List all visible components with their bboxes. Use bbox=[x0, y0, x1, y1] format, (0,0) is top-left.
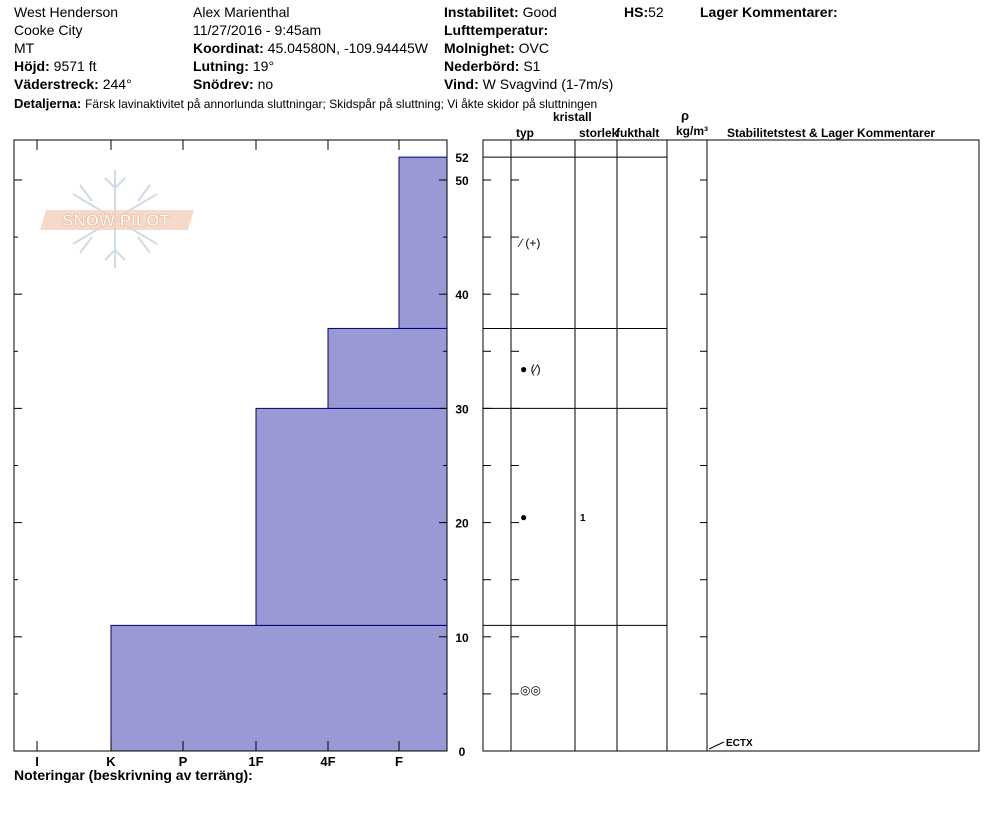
details-value: Färsk lavinaktivitet på annorlunda sluttningar; Skidspår på sluttning; Vi åkte skidor på sluttningen bbox=[85, 97, 598, 111]
slope-value: 19° bbox=[252, 58, 275, 74]
hs-value: 52 bbox=[648, 4, 664, 20]
city-name: Cooke City bbox=[14, 22, 83, 38]
grain-type-1: ● bbox=[520, 510, 528, 524]
drift-value: no bbox=[257, 76, 274, 92]
layers-table-frame bbox=[483, 140, 979, 751]
hardness-label-I: I bbox=[35, 754, 39, 769]
grain-type-2: ● (⁄) bbox=[520, 362, 541, 376]
y-label-30: 30 bbox=[455, 402, 469, 417]
grain-type-3: ⁄ (+) bbox=[520, 236, 541, 250]
layer-comments-label: Lager Kommentarer: bbox=[700, 4, 838, 20]
stability-test-pointer-0 bbox=[709, 742, 724, 749]
hardness-label-K: K bbox=[106, 754, 116, 769]
notes-label: Noteringar (beskrivning av terräng): bbox=[14, 767, 253, 783]
column-typ: typ bbox=[516, 126, 534, 140]
sky-value: OVC bbox=[518, 40, 549, 56]
sky-label: Molnighet: bbox=[444, 40, 515, 56]
observer-name: Alex Marienthal bbox=[193, 4, 290, 20]
wind-label: Vind: bbox=[444, 76, 479, 92]
hardness-label-4F: 4F bbox=[320, 754, 336, 769]
details-label: Detaljerna: bbox=[14, 96, 82, 111]
column-crystal-line1: kristall bbox=[553, 110, 592, 124]
hardness-label-P: P bbox=[178, 754, 188, 769]
stability-test-label-0: ECTX bbox=[726, 738, 753, 749]
instability-value: Good bbox=[522, 4, 557, 20]
precip-value: S1 bbox=[523, 58, 541, 74]
wind-value: W Svagvind (1-7m/s) bbox=[482, 76, 614, 92]
aspect-value: 244° bbox=[102, 76, 132, 92]
hardness-bar-1 bbox=[256, 408, 447, 625]
state-name: MT bbox=[14, 40, 35, 56]
y-label-20: 20 bbox=[455, 516, 469, 531]
y-label-10: 10 bbox=[455, 630, 469, 645]
hs-label: HS: bbox=[624, 4, 649, 20]
hardness-bar-3 bbox=[399, 157, 447, 328]
airtemp-label: Lufttemperatur: bbox=[444, 22, 549, 38]
y-label-52: 52 bbox=[455, 151, 469, 166]
grain-type-0: ◎◎ bbox=[520, 683, 541, 697]
snowpilot-logo bbox=[40, 170, 194, 268]
column-stability: Stabilitetstest & Lager Kommentarer bbox=[727, 126, 936, 140]
column-crystal-line2: storlek bbox=[579, 126, 619, 140]
hardness-label-F: F bbox=[395, 754, 403, 769]
observation-datetime: 11/27/2016 - 9:45am bbox=[193, 22, 322, 38]
precip-label: Nederbörd: bbox=[444, 58, 520, 74]
hardness-bar-2 bbox=[328, 328, 447, 408]
drift-label: Snödrev: bbox=[193, 76, 254, 92]
coords-label: Koordinat: bbox=[193, 40, 264, 56]
y-label-50: 50 bbox=[455, 173, 469, 188]
slope-label: Lutning: bbox=[193, 58, 249, 74]
column-rho: ρ bbox=[681, 108, 690, 123]
coords-value: 45.04580N, -109.94445W bbox=[267, 40, 428, 56]
location-name: West Henderson bbox=[14, 4, 119, 20]
elevation-label: Höjd: bbox=[14, 58, 50, 74]
hardness-label-1F: 1F bbox=[248, 754, 264, 769]
y-label-40: 40 bbox=[455, 288, 469, 303]
column-moisture: fukthalt bbox=[616, 126, 660, 140]
elevation-value: 9571 ft bbox=[53, 58, 97, 74]
aspect-label: Väderstreck: bbox=[14, 76, 99, 92]
column-density-unit: kg/m³ bbox=[676, 124, 709, 138]
hardness-bar-0 bbox=[111, 625, 447, 751]
logo-text: SNOW PILOT bbox=[62, 211, 170, 230]
y-label-0: 0 bbox=[458, 745, 466, 759]
crystal-size-1: 1 bbox=[580, 513, 586, 524]
instability-label: Instabilitet: bbox=[444, 4, 519, 20]
